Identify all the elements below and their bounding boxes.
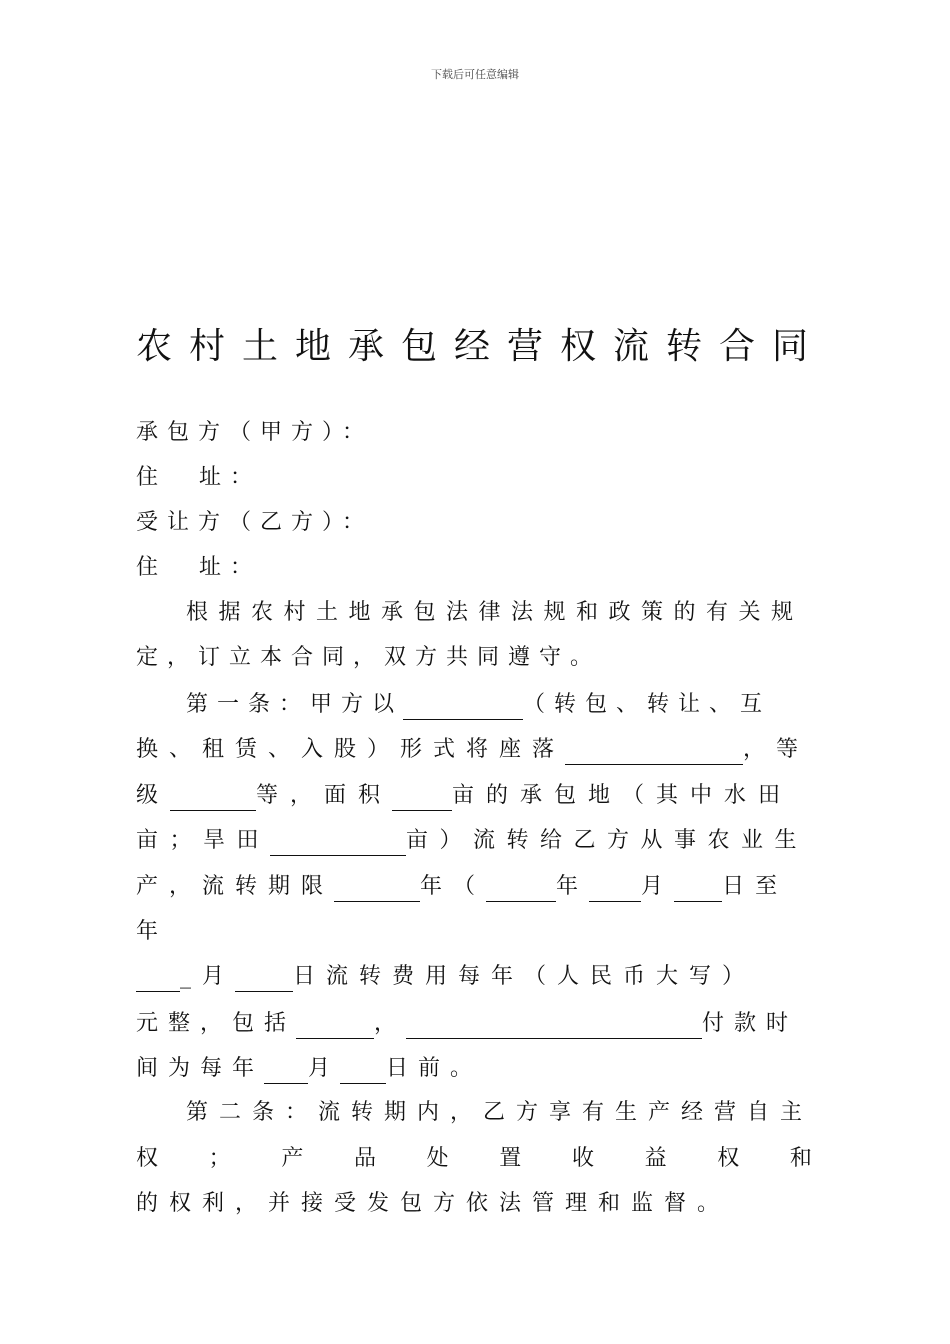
- article-1-text: 换、租赁、入股）形式将座落: [136, 737, 566, 762]
- article-1-line-4: [136, 826, 808, 856]
- article-1-line-3: [136, 781, 792, 811]
- article-2-line-2: [136, 1144, 812, 1174]
- party-b-label: 受让方（乙方）：: [136, 510, 374, 535]
- blank-end-month[interactable]: [235, 971, 293, 992]
- article-1-text: ，: [374, 1011, 407, 1036]
- blank-transfer-form[interactable]: [403, 699, 523, 720]
- article-1-text: 月: [308, 1056, 341, 1081]
- article-1-text: 产，流转期限: [136, 874, 335, 899]
- article-1-text: _月: [180, 964, 236, 989]
- article-1-text: （转包、转让、互: [523, 692, 772, 717]
- article-1-text: 亩的承包地（其中水田: [452, 783, 793, 808]
- article-1-text: 月: [641, 874, 675, 899]
- blank-payment-detail[interactable]: [406, 1018, 702, 1039]
- article-2-char: 权: [717, 1146, 740, 1171]
- blank-end-year[interactable]: [136, 971, 180, 992]
- blank-dry-field[interactable]: [270, 835, 406, 856]
- article-1-text: 亩；旱田: [136, 828, 271, 853]
- blank-start-year[interactable]: [486, 881, 556, 902]
- page-header-note: 下载后可任意编辑: [431, 68, 519, 81]
- article-1-line-6: 年: [136, 919, 168, 944]
- preamble-line-1: 根据农村土地承包法律法规和政策的有关规: [186, 600, 804, 625]
- blank-grade[interactable]: [170, 790, 256, 811]
- article-1-text: 第一条：甲方以: [186, 692, 404, 717]
- article-2-char: 品: [353, 1146, 376, 1171]
- article-1-line-2: [136, 735, 809, 765]
- contract-title: 农村土地承包经营权流转合同: [136, 326, 826, 367]
- article-1-line-7: [136, 962, 755, 992]
- article-2-line-1: 第二条：流转期内，乙方享有生产经营自主: [186, 1100, 814, 1125]
- article-2-line-3: 的权利，并接受发包方依法管理和监督。: [136, 1191, 731, 1216]
- blank-start-month[interactable]: [589, 881, 641, 902]
- blank-includes[interactable]: [296, 1018, 374, 1039]
- article-2-char: 益: [644, 1146, 667, 1171]
- preamble-line-2: 定，订立本合同，双方共同遵守。: [136, 645, 602, 670]
- blank-area[interactable]: [392, 790, 452, 811]
- article-1-text: 日前。: [386, 1056, 483, 1081]
- blank-term-years[interactable]: [334, 881, 420, 902]
- blank-payment-month[interactable]: [264, 1063, 308, 1084]
- article-1-line-5: [136, 872, 788, 902]
- article-1-text: ，等: [743, 737, 810, 762]
- article-2-char: 权: [136, 1146, 159, 1171]
- article-2-char: 处: [426, 1146, 449, 1171]
- article-1-line-1: [186, 690, 771, 720]
- party-a-label: 承包方（甲方）：: [136, 420, 374, 445]
- article-1-text: 级: [136, 783, 171, 808]
- article-1-text: 日流转费用每年（人民币大写）: [293, 964, 756, 989]
- party-a-address-label: 住 址：: [136, 465, 261, 490]
- blank-payment-day[interactable]: [340, 1063, 386, 1084]
- article-2-char: 产: [281, 1146, 304, 1171]
- article-1-text: 付款时: [702, 1011, 799, 1036]
- article-1-text: 等，面积: [256, 783, 393, 808]
- article-2-char: 和: [789, 1146, 812, 1171]
- blank-location[interactable]: [565, 744, 743, 765]
- article-1-text: 年（: [420, 874, 487, 899]
- article-1-text: 亩）流转给乙方从事农业生: [406, 828, 809, 853]
- article-1-line-9: [136, 1054, 482, 1084]
- blank-start-day[interactable]: [674, 881, 722, 902]
- article-2-char: ；: [208, 1146, 231, 1171]
- article-1-text: 元整，包括: [136, 1011, 297, 1036]
- article-1-text: 间为每年: [136, 1056, 265, 1081]
- party-b-address-label: 住 址：: [136, 555, 261, 580]
- article-1-line-8: [136, 1009, 798, 1039]
- article-2-char: 置: [499, 1146, 522, 1171]
- article-1-text: 年: [556, 874, 590, 899]
- article-2-char: 收: [571, 1146, 594, 1171]
- article-1-text: 日至: [722, 874, 789, 899]
